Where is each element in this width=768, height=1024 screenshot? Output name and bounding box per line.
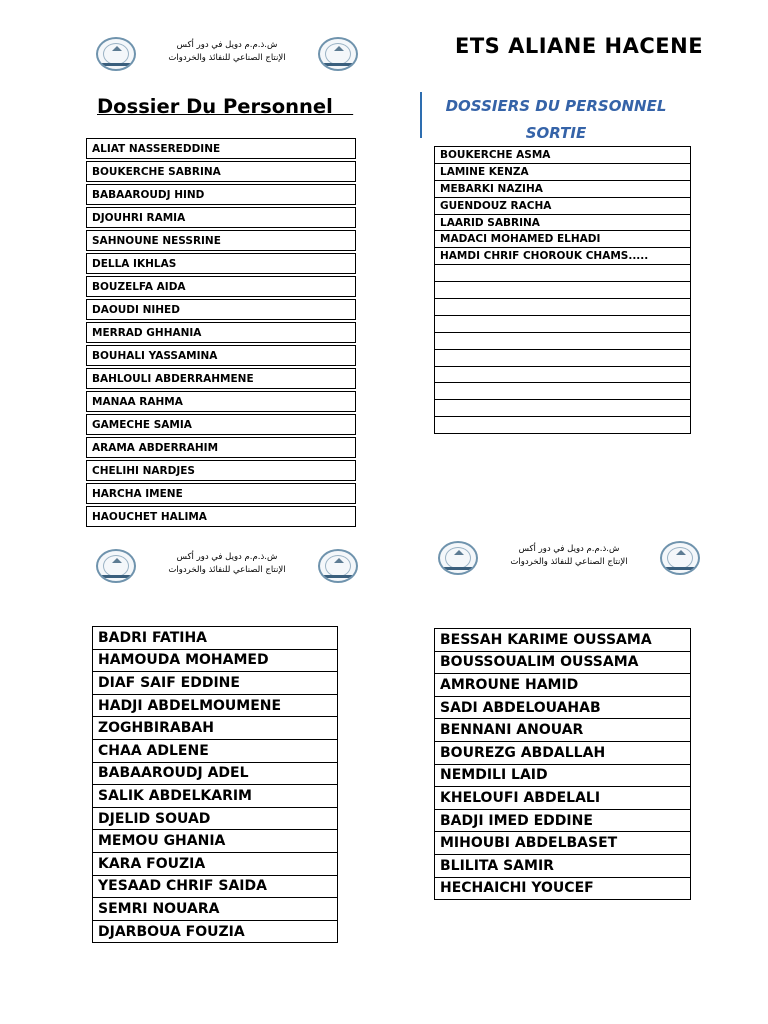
table-row — [435, 231, 691, 248]
employee-name-cell: SADI ABDELOUAHAB — [435, 696, 691, 719]
table-row — [435, 696, 691, 719]
employee-name-cell: BABAAROUDJ HIND — [87, 185, 356, 205]
table-row — [87, 392, 356, 412]
personnel-list-table-3 — [434, 628, 691, 900]
employee-name-cell: BESSAH KARIME OUSSAMA — [435, 629, 691, 652]
employee-name-cell: GAMECHE SAMIA — [87, 415, 356, 435]
exited-personnel-title: DOSSIERS DU PERSONNEL SORTIE — [445, 97, 667, 142]
employee-name-cell: BOUHALI YASSAMINA — [87, 346, 356, 366]
table-row — [87, 461, 356, 481]
employee-name-cell — [435, 265, 691, 282]
table-row — [87, 208, 356, 228]
table-row — [87, 254, 356, 274]
table-row — [87, 369, 356, 389]
table-row — [87, 277, 356, 297]
seal-icon — [438, 541, 478, 575]
employee-name-cell: KHELOUFI ABDELALI — [435, 787, 691, 810]
employee-name-cell: MIHOUBI ABDELBASET — [435, 832, 691, 855]
employee-name-cell: SALIK ABDELKARIM — [93, 785, 338, 808]
table-row — [93, 694, 338, 717]
table-row — [435, 400, 691, 417]
table-row — [87, 415, 356, 435]
employee-name-cell: BOUKERCHE SABRINA — [87, 162, 356, 182]
employee-name-cell: KARA FOUZIA — [93, 852, 338, 875]
employee-name-cell: BOUZELFA AIDA — [87, 277, 356, 297]
employee-name-cell: HADJI ABDELMOUMENE — [93, 694, 338, 717]
seal-icon — [96, 37, 136, 71]
employee-name-cell: GUENDOUZ RACHA — [435, 197, 691, 214]
table-row — [93, 830, 338, 853]
employee-name-cell: AMROUNE HAMID — [435, 674, 691, 697]
table-row — [93, 852, 338, 875]
employee-name-cell: BABAAROUDJ ADEL — [93, 762, 338, 785]
table-row — [93, 672, 338, 695]
employee-name-cell — [435, 400, 691, 417]
employee-name-cell — [435, 366, 691, 383]
employee-name-cell: BAHLOULI ABDERRAHMENE — [87, 369, 356, 389]
employee-name-cell: MADACI MOHAMED ELHADI — [435, 231, 691, 248]
table-row — [435, 674, 691, 697]
employee-name-cell: CHAA ADLENE — [93, 739, 338, 762]
table-row — [87, 185, 356, 205]
employee-name-cell: LAARID SABRINA — [435, 214, 691, 231]
employee-name-cell: DELLA IKHLAS — [87, 254, 356, 274]
table-row — [87, 484, 356, 504]
table-row — [93, 898, 338, 921]
table-row — [435, 832, 691, 855]
table-row — [435, 282, 691, 299]
personnel-files-title: Dossier Du Personnel — [97, 95, 354, 118]
table-row — [435, 349, 691, 366]
employee-name-cell — [435, 299, 691, 316]
employee-name-cell — [435, 383, 691, 400]
employee-name-cell: DIAF SAIF EDDINE — [93, 672, 338, 695]
employee-name-cell: HAOUCHET HALIMA — [87, 507, 356, 527]
table-row — [93, 875, 338, 898]
table-row — [435, 147, 691, 164]
employee-name-cell: BOUREZG ABDALLAH — [435, 741, 691, 764]
table-row — [435, 877, 691, 900]
table-row — [435, 809, 691, 832]
seal-icon — [318, 37, 358, 71]
table-row — [87, 139, 356, 159]
employee-name-cell: BLILITA SAMIR — [435, 854, 691, 877]
table-row — [435, 180, 691, 197]
seal-icon — [318, 549, 358, 583]
table-row — [435, 764, 691, 787]
table-row — [93, 627, 338, 650]
table-row — [435, 366, 691, 383]
table-row — [435, 787, 691, 810]
table-row — [93, 785, 338, 808]
table-row — [87, 507, 356, 527]
employee-name-cell: HAMOUDA MOHAMED — [93, 649, 338, 672]
employee-name-cell: DJARBOUA FOUZIA — [93, 920, 338, 943]
employee-name-cell: SEMRI NOUARA — [93, 898, 338, 921]
personnel-list-table-2 — [92, 626, 338, 943]
employee-name-cell: BOUKERCHE ASMA — [435, 147, 691, 164]
table-row — [435, 197, 691, 214]
company-name: ETS ALIANE HACENE — [455, 34, 704, 58]
table-row — [435, 417, 691, 434]
employee-name-cell: DJOUHRI RAMIA — [87, 208, 356, 228]
employee-name-cell: YESAAD CHRIF SAIDA — [93, 875, 338, 898]
employee-name-cell: BENNANI ANOUAR — [435, 719, 691, 742]
employee-name-cell: BADJI IMED EDDINE — [435, 809, 691, 832]
table-row — [93, 739, 338, 762]
table-row — [87, 300, 356, 320]
company-logo-bottom-right — [438, 541, 700, 579]
table-row — [435, 383, 691, 400]
employee-name-cell: NEMDILI LAID — [435, 764, 691, 787]
employee-name-cell: HAMDI CHRIF CHOROUK CHAMS..... — [435, 248, 691, 265]
table-row — [435, 315, 691, 332]
employee-name-cell: DJELID SOUAD — [93, 807, 338, 830]
employee-name-cell: DAOUDI NIHED — [87, 300, 356, 320]
table-row — [87, 346, 356, 366]
personnel-list-table — [86, 138, 356, 527]
employee-name-cell: MERRAD GHHANIA — [87, 323, 356, 343]
company-logo-bottom-left — [96, 549, 358, 587]
table-row — [93, 762, 338, 785]
employee-name-cell — [435, 282, 691, 299]
employee-name-cell: SAHNOUNE NESSRINE — [87, 231, 356, 251]
employee-name-cell: ARAMA ABDERRAHIM — [87, 438, 356, 458]
employee-name-cell — [435, 349, 691, 366]
seal-icon — [96, 549, 136, 583]
table-row — [93, 920, 338, 943]
employee-name-cell: CHELIHI NARDJES — [87, 461, 356, 481]
employee-name-cell: MANAA RAHMA — [87, 392, 356, 412]
table-row — [435, 332, 691, 349]
employee-name-cell: HECHAICHI YOUCEF — [435, 877, 691, 900]
table-row — [435, 651, 691, 674]
logo-arabic-text: ش.ذ.م.م دويل في دور أكس الإنتاج الصناعي للنفائذ والخردوات — [168, 552, 286, 575]
company-logo-top-left — [96, 37, 358, 75]
employee-name-cell: ZOGHBIRABAH — [93, 717, 338, 740]
table-row — [435, 854, 691, 877]
logo-arabic-text: ش.ذ.م.م دويل في دور أكس الإنتاج الصناعي للنفائذ والخردوات — [510, 544, 628, 567]
employee-name-cell: HARCHA IMENE — [87, 484, 356, 504]
employee-name-cell: LAMINE KENZA — [435, 163, 691, 180]
table-row — [435, 265, 691, 282]
table-row — [87, 162, 356, 182]
exited-personnel-table — [434, 146, 691, 434]
table-row — [435, 719, 691, 742]
employee-name-cell: BOUSSOUALIM OUSSAMA — [435, 651, 691, 674]
table-row — [435, 214, 691, 231]
table-row — [87, 231, 356, 251]
employee-name-cell: BADRI FATIHA — [93, 627, 338, 650]
employee-name-cell: ALIAT NASSEREDDINE — [87, 139, 356, 159]
table-row — [87, 323, 356, 343]
table-row — [93, 717, 338, 740]
employee-name-cell: MEMOU GHANIA — [93, 830, 338, 853]
logo-arabic-text: ش.ذ.م.م دويل في دور أكس الإنتاج الصناعي للنفائذ والخردوات — [168, 40, 286, 63]
table-row — [87, 438, 356, 458]
table-row — [435, 163, 691, 180]
table-row — [435, 248, 691, 265]
employee-name-cell — [435, 417, 691, 434]
table-row — [435, 741, 691, 764]
title-divider — [420, 92, 422, 138]
employee-name-cell — [435, 315, 691, 332]
employee-name-cell: MEBARKI NAZIHA — [435, 180, 691, 197]
employee-name-cell — [435, 332, 691, 349]
seal-icon — [660, 541, 700, 575]
table-row — [435, 299, 691, 316]
table-row — [435, 629, 691, 652]
table-row — [93, 807, 338, 830]
table-row — [93, 649, 338, 672]
